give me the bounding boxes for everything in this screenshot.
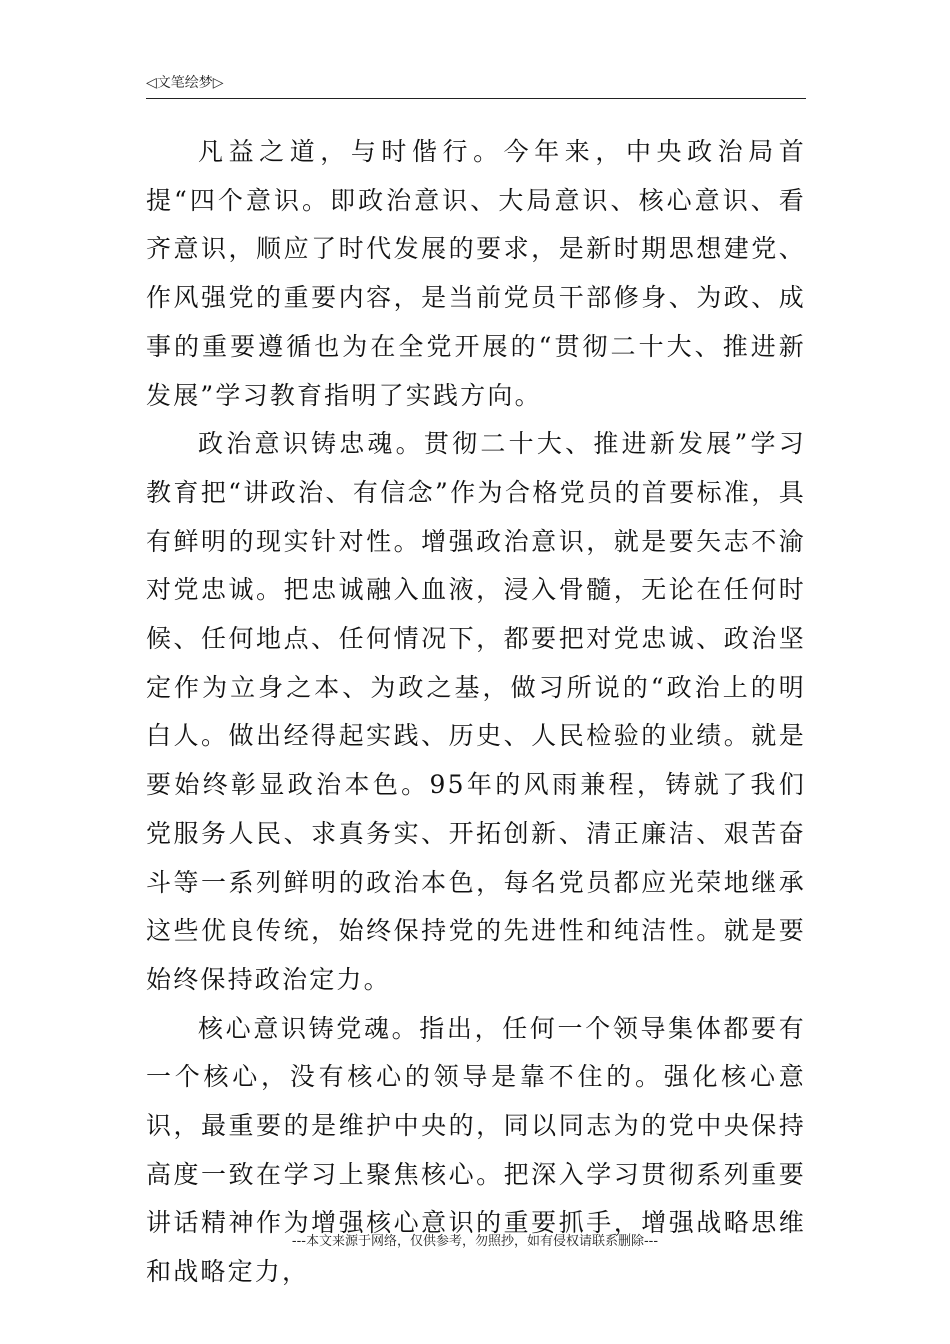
header-title: ◁文笔绘梦▷ xyxy=(146,75,224,91)
page-header xyxy=(146,72,806,99)
footer-notice: ---本文来源于网络，仅供参考，勿照抄，如有侵权请联系删除--- xyxy=(291,1234,659,1249)
paragraph-political-awareness: 政治意识铸忠魂。贯彻二十大、推进新发展”学习教育把“讲政治、有信念”作为合格党员的首要标准，具有鲜明的现实针对性。增强政治意识，就是要矢志不渝对党忠诚。把忠诚融入血液，浸入骨髓，无论在任何时候、任何地点、任何情况下，都要把对党忠诚、政治坚定作为立身之本、为政之基，做习所说的“政治上的明白人。做出经得起实践、历史、人民检验的业绩。就是要始终彰显政治本色。95年的风雨兼程，铸就了我们党服务人民、求真务实、开拓创新、清正廉洁、艰苦奋斗等一系列鲜明的政治本色，每名党员都应光荣地继承这些优良传统，始终保持党的先进性和纯洁性。就是要始终保持政治定力。 xyxy=(146,429,806,994)
document-body xyxy=(146,128,806,1297)
paragraph-intro: 凡益之道，与时偕行。今年来，中央政治局首提“四个意识。即政治意识、大局意识、核心意识、看齐意识，顺应了时代发展的要求，是新时期思想建党、作风强党的重要内容，是当前党员干部修身、为政、成事的重要遵循也为在全党开展的“贯彻二十大、推进新发展”学习教育指明了实践方向。 xyxy=(146,137,806,410)
paragraph-core-awareness: 核心意识铸党魂。指出，任何一个领导集体都要有一个核心，没有核心的领导是靠不住的。强化核心意识，最重要的是维护中央的，同以同志为的党中央保持高度一致在学习上聚焦核心。把深入学习贯彻系列重要讲话精神作为增强核心意识的重要抓手，增强战略思维和战略定力， xyxy=(146,1013,806,1287)
